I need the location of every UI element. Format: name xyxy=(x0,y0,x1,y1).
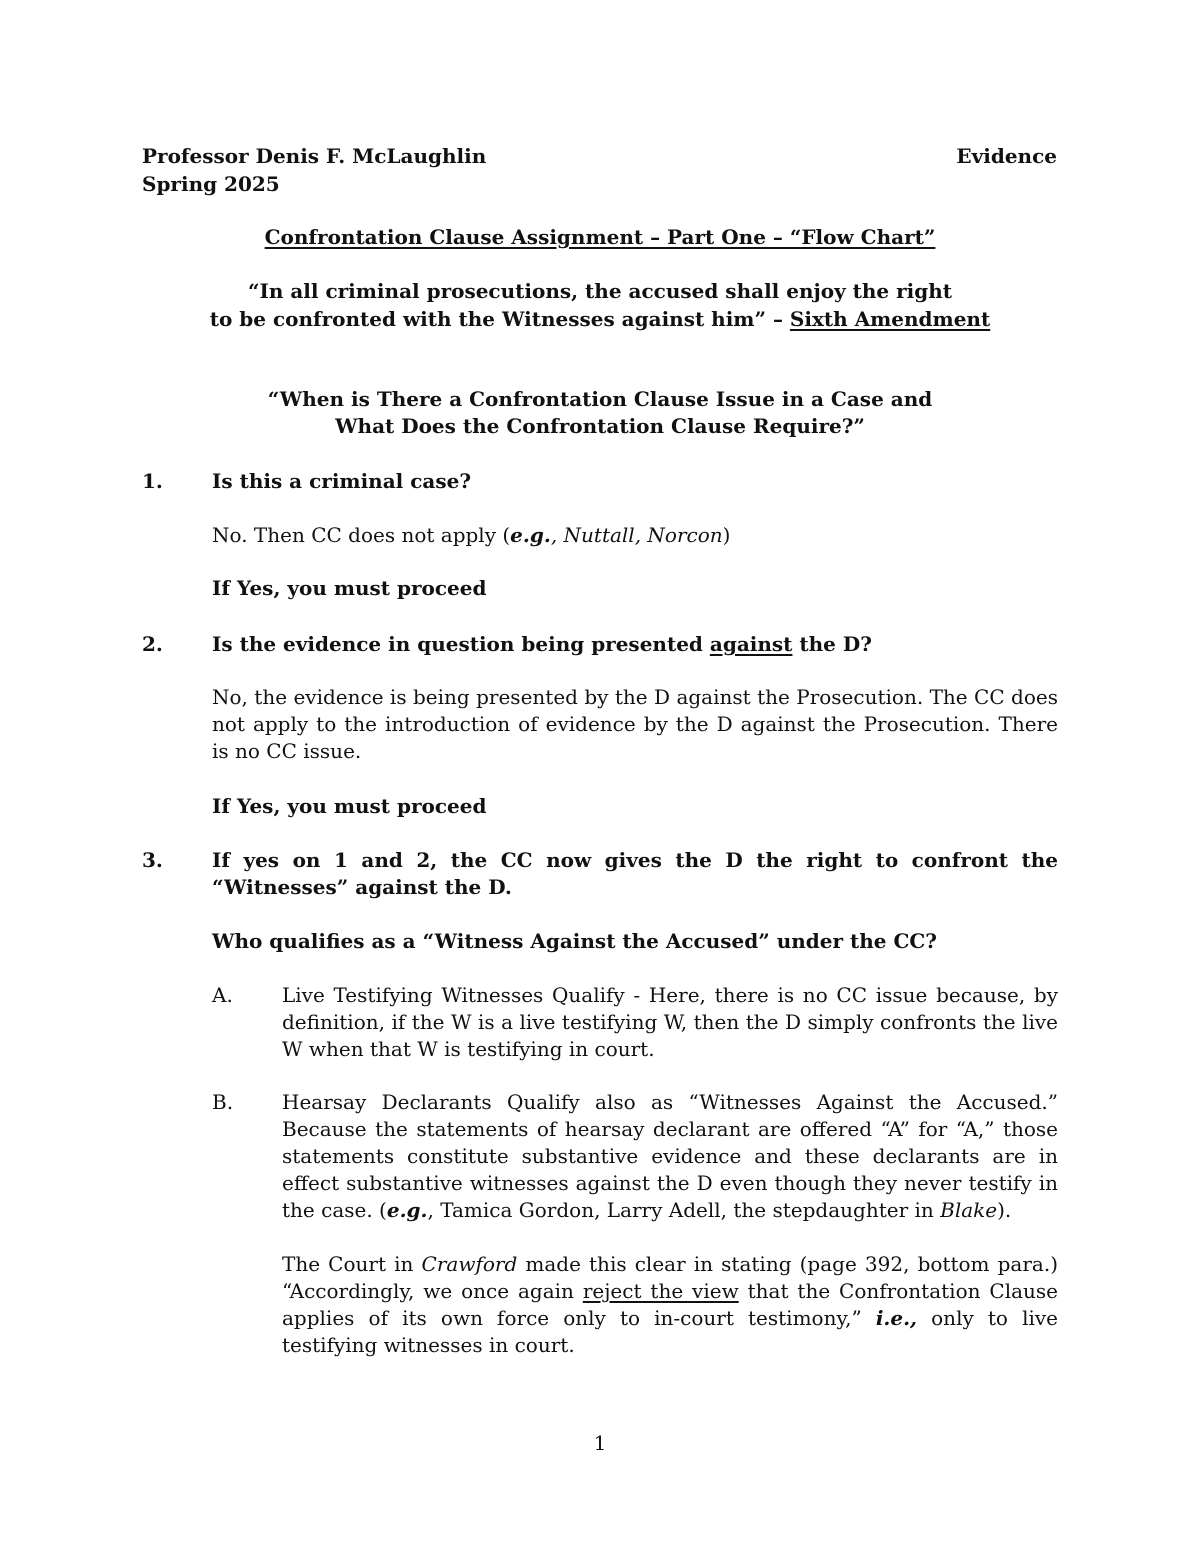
item-answer xyxy=(212,522,730,549)
sub-item-text xyxy=(282,1089,1058,1224)
sub-item-paragraph xyxy=(282,1251,1058,1359)
amendment-quote-line-1: “In all criminal prosecutions, the accused shall enjoy the right xyxy=(247,279,953,303)
item-answer: No, the evidence is being presented by the D against the Prosecution. The CC does not apply to the introduction of evidence by the D against the Prosecution. There is no CC issue. xyxy=(212,685,1058,763)
document-title: Confrontation Clause Assignment – Part One – “Flow Chart” xyxy=(264,225,936,249)
quote-text: to be confronted with the Witnesses against him” – xyxy=(209,307,790,331)
sub-text: Hearsay Declarants Qualify also as “Witnesses Against the Accused.” Because the statements of hearsay declarant are offered “A” for “A,” those statements constitute substantive evidence and these declarants are in effect substantive witnesses against the D even though they never testify in the case. ( xyxy=(282,1090,1058,1222)
question-text: Is the evidence in question being presented xyxy=(212,632,710,656)
item-number: 3. xyxy=(142,848,163,872)
sub-item-letter: B. xyxy=(212,1090,234,1114)
answer-eg: e.g. xyxy=(510,523,551,547)
proceed-note: If Yes, you must proceed xyxy=(212,794,487,818)
item-question: If yes on 1 and 2, the CC now gives the D the right to confront the “Witnesses” against the D. xyxy=(212,848,1058,899)
item-question: Is this a criminal case? xyxy=(212,469,472,493)
item-question xyxy=(212,631,872,658)
answer-close: ) xyxy=(722,523,731,547)
case-name: Crawford xyxy=(421,1252,518,1276)
item-number: 2. xyxy=(142,632,163,656)
answer-cases: , Nuttall, Norcon xyxy=(550,523,723,547)
para-emphasis: reject the view xyxy=(582,1279,739,1303)
author-name: Professor Denis F. McLaughlin xyxy=(142,144,487,168)
course-name: Evidence xyxy=(956,144,1057,168)
para-text-mid2: that the Confrontation Clause applies of its own force only to in-court testimony,” xyxy=(282,1279,1058,1330)
question-end: the D? xyxy=(792,632,872,656)
para-text-mid: made this clear in stating (page 392, bottom para.) “Accordingly, we once again xyxy=(282,1252,1058,1303)
page-number: 1 xyxy=(593,1431,607,1455)
case-name: Blake xyxy=(940,1198,998,1222)
quote-source: Sixth Amendment xyxy=(789,307,991,331)
subtitle-line-1: “When is There a Confrontation Clause Issue in a Case and xyxy=(267,387,933,411)
amendment-quote-line-2 xyxy=(0,306,1200,333)
answer-text: No. Then CC does not apply ( xyxy=(212,523,511,547)
question-emphasis: against xyxy=(709,632,793,656)
sub-item-text: Live Testifying Witnesses Qualify - Here, there is no CC issue because, by definition, if the W is a live testifying W, then the D simply confronts the live W when that W is testifying in court. xyxy=(282,983,1058,1061)
para-text-end: only to live testifying witnesses in court. xyxy=(282,1306,1058,1357)
proceed-note: If Yes, you must proceed xyxy=(212,576,487,600)
sub-eg: e.g. xyxy=(386,1198,428,1222)
sub-text-end: ). xyxy=(997,1198,1012,1222)
sub-item-letter: A. xyxy=(212,983,233,1007)
item-number: 1. xyxy=(142,469,163,493)
para-ie: i.e., xyxy=(875,1306,918,1330)
subtitle-line-2: What Does the Confrontation Clause Require?” xyxy=(335,414,865,438)
para-text: The Court in xyxy=(282,1252,422,1276)
term: Spring 2025 xyxy=(142,172,280,196)
sub-text-mid: , Tamica Gordon, Larry Adell, the stepdaughter in xyxy=(427,1198,941,1222)
item-subquestion: Who qualifies as a “Witness Against the Accused” under the CC? xyxy=(212,929,938,953)
